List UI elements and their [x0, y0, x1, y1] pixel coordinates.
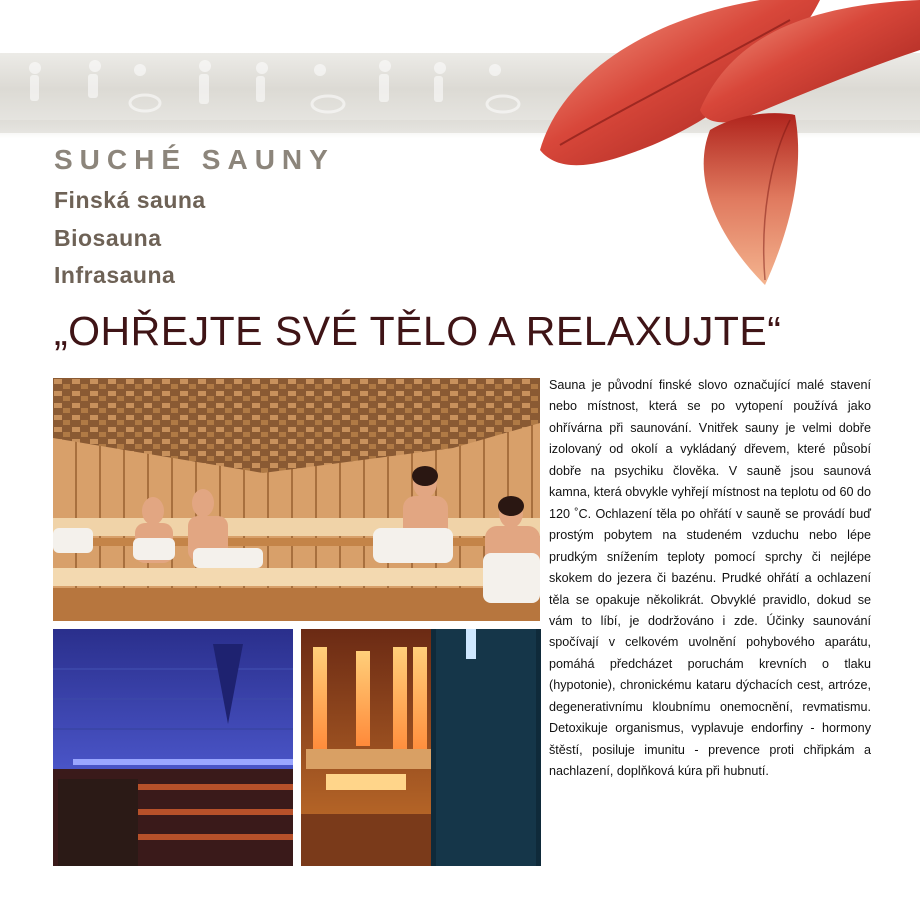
headline: „OHŘEJTE SVÉ TĚLO A RELAXUJTE“ — [54, 308, 782, 354]
biosauna-photo — [53, 629, 293, 866]
infrasauna-photo — [301, 629, 541, 866]
sauna-type-bio: Biosauna — [54, 225, 162, 251]
body-text: Sauna je původní finské slovo označující malé stavení nebo místnost, která se po vytopení používá jako ohřívárna při saunování. Vnitřek sauny je velmi dobře izolovaný od okolí a vykládaný dřevem, které působí dobře na psychiku člověka. V sauně jsou saunová kamna, která obvykle vyhřejí místnost na teplotu od 60 do 120 ˚C. Ochlazení těla po ohřátí v sauně se provádí buď prostým pobytem na studeném vzduchu nebo lépe prudkým snížením teploty pomocí sprchy či nejlépe skokem do jezera či bazénu. Prudké ohřátí a ochlazení těla se opakuje několikrát. Obvyklé pravidlo, dokud se vám to líbí, je dodržováno i zde. Účinky saunování spočívají v celkovém uvolnění pohybového aparátu, pomáhá předcházet poruchám krevních o tlaku (hypotonie), chronickému kataru dýchacích cest, artróze, degenerativnímu kloubnímu onemocnění, revmatismu. Detoxikuje organismus, vyplavuje endorfiny - hormony štěstí, posiluje imunitu - prevence proti chřipkám a nachlazení, doplňková kúra při hubnutí. — [549, 378, 872, 779]
sauna-type-infra: Infrasauna — [54, 262, 176, 288]
sauna-type-finnish: Finská sauna — [54, 187, 206, 213]
finnish-sauna-photo — [53, 378, 540, 621]
section-title: SUCHÉ SAUNY — [54, 144, 335, 175]
